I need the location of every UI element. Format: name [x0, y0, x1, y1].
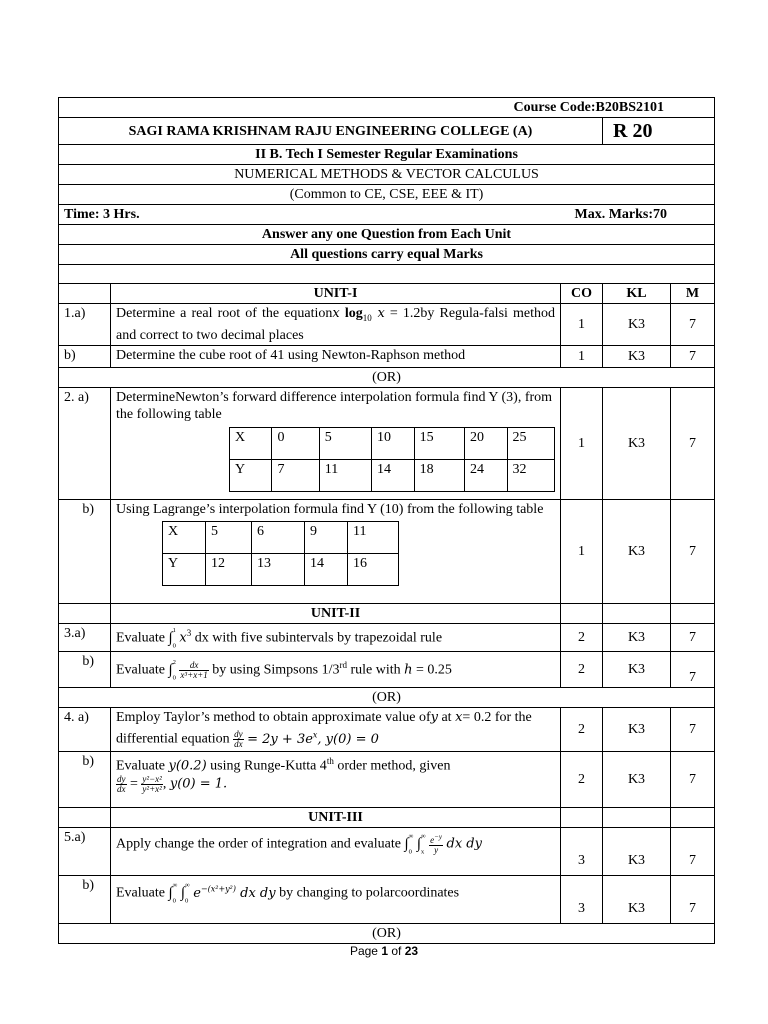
blank-cell	[59, 603, 111, 623]
instruction-two: All questions carry equal Marks	[59, 245, 715, 265]
subject-title: NUMERICAL METHODS & VECTOR CALCULUS	[59, 165, 715, 185]
marks-value: 7	[671, 623, 715, 652]
col-m: M	[671, 284, 715, 304]
unit-two-heading: UNIT-II	[111, 603, 561, 623]
question-text: Determine a real root of the equationx $\log_{10} x = 1.2by$ Regula-falsi method and correct to two decimal places	[111, 304, 561, 346]
question-table	[58, 97, 715, 944]
table-x-label: X	[163, 521, 206, 553]
marks-value: 7	[671, 652, 715, 688]
question-number: 3.a)	[59, 623, 111, 652]
question-text: Employ Taylor’s method to obtain approximate value ofy at x= 0.2 for the differential equation $\frac{dy}{dx}$ = $2y + 3e^x$, y(0) = 0	[111, 708, 561, 752]
question-text: Evaluate ∫∞ $_0$ ∫∞ $_0$ $e^{-(x^2+y^2)}$ dx dy by changing to polarcoordinates	[111, 876, 561, 924]
table-cell: 5	[319, 427, 371, 459]
table-cell: 15	[414, 427, 464, 459]
blank-cell	[561, 808, 603, 828]
question-number: 2. a)	[59, 387, 111, 499]
time-marks-row	[59, 205, 715, 225]
question-row	[59, 623, 715, 652]
blank-cell	[603, 808, 671, 828]
blank-cell	[671, 808, 715, 828]
blank-row	[59, 265, 715, 284]
co-value: 1	[561, 304, 603, 346]
question-number: b)	[59, 752, 111, 808]
co-value: 2	[561, 623, 603, 652]
data-table-lagrange	[162, 521, 399, 586]
table-cell: 32	[507, 459, 554, 491]
blank-cell	[59, 808, 111, 828]
max-marks: Max. Marks:70	[574, 207, 668, 222]
table-cell: 18	[414, 459, 464, 491]
exam-title: II B. Tech I Semester Regular Examinations	[59, 145, 715, 165]
question-row	[59, 876, 715, 924]
co-value: 2	[561, 752, 603, 808]
question-number: 1.a)	[59, 304, 111, 346]
unit-one-heading: UNIT-I	[111, 284, 561, 304]
question-number: 5.a)	[59, 828, 111, 876]
question-number: 4. a)	[59, 708, 111, 752]
question-row	[59, 752, 715, 808]
kl-value: K3	[603, 623, 671, 652]
common-note: (Common to CE, CSE, EEE & IT)	[59, 185, 715, 205]
question-text: DetermineNewton’s forward difference interpolation formula find Y (3), from the following table X 0 5 10 15 20 25 Y 7 11 14 18 24 32	[111, 387, 561, 499]
question-row	[59, 652, 715, 688]
table-x-label: X	[230, 427, 272, 459]
question-row	[59, 708, 715, 752]
marks-value: 7	[671, 345, 715, 367]
instruction-one: Answer any one Question from Each Unit	[59, 225, 715, 245]
table-cell: 6	[252, 521, 305, 553]
question-text: Evaluate y(0.2) using Runge-Kutta 4th order method, given $\frac{dy}{dx}$ = $\frac{\text{y²−x²}}{\text{y²+x²}}$ , y(0) = 1.	[111, 752, 561, 808]
kl-value: K3	[603, 652, 671, 688]
question-number: b)	[59, 345, 111, 367]
question-row	[59, 828, 715, 876]
question-text: Using Lagrange’s interpolation formula find Y (10) from the following table X 5 6 9 11 Y 12 13 14 16	[111, 499, 561, 603]
co-value: 3	[561, 876, 603, 924]
table-cell: 14	[372, 459, 415, 491]
co-value: 1	[561, 345, 603, 367]
exam-paper	[58, 97, 714, 944]
marks-value: 7	[671, 752, 715, 808]
table-y-label: Y	[163, 553, 206, 585]
marks-value: 7	[671, 708, 715, 752]
co-value: 1	[561, 499, 603, 603]
table-cell: 13	[252, 553, 305, 585]
unit-three-heading: UNIT-III	[111, 808, 561, 828]
table-cell: 11	[319, 459, 371, 491]
table-y-label: Y	[230, 459, 272, 491]
question-text: Evaluate ∫$^2$ $_0$ $\frac{dx}{\text{x³+x+1}}$ by using Simpsons 1/3rd rule with h = 0.25	[111, 652, 561, 688]
kl-value: K3	[603, 387, 671, 499]
kl-value: K3	[603, 876, 671, 924]
table-cell: 12	[206, 553, 252, 585]
data-table-newton	[229, 427, 555, 492]
marks-value: 7	[671, 387, 715, 499]
question-row	[59, 387, 715, 499]
question-number: b)	[59, 652, 111, 688]
question-text: Apply change the order of integration and evaluate ∫∞ $_0$ ∫∞ $_x$ $\frac{e^{-y}}{y}$ dx dy	[111, 828, 561, 876]
kl-value: K3	[603, 345, 671, 367]
question-text: Evaluate ∫$^1$ $_0$ $x^3$ dx with five subintervals by trapezoidal rule	[111, 623, 561, 652]
col-co: CO	[561, 284, 603, 304]
kl-value: K3	[603, 304, 671, 346]
marks-value: 7	[671, 304, 715, 346]
course-code: Course Code:B20BS2101	[59, 98, 715, 118]
blank-cell	[561, 603, 603, 623]
marks-value: 7	[671, 876, 715, 924]
table-cell: 5	[206, 521, 252, 553]
question-text: Determine the cube root of 41 using Newton-Raphson method	[111, 345, 561, 367]
co-value: 3	[561, 828, 603, 876]
table-cell: 25	[507, 427, 554, 459]
question-row	[59, 499, 715, 603]
co-value: 2	[561, 708, 603, 752]
table-cell: 24	[464, 459, 507, 491]
table-cell: 0	[272, 427, 319, 459]
exam-time: Time: 3 Hrs.	[64, 207, 140, 222]
question-row	[59, 304, 715, 346]
table-cell: 7	[272, 459, 319, 491]
table-cell: 10	[372, 427, 415, 459]
table-cell: 14	[305, 553, 348, 585]
or-divider: (OR)	[59, 924, 715, 944]
question-number: b)	[59, 876, 111, 924]
kl-value: K3	[603, 752, 671, 808]
table-cell: 9	[305, 521, 348, 553]
marks-value: 7	[671, 828, 715, 876]
table-cell: 16	[348, 553, 399, 585]
college-name: SAGI RAMA KRISHNAM RAJU ENGINEERING COLLEGE (A)	[59, 118, 603, 145]
blank-cell	[603, 603, 671, 623]
col-kl: KL	[603, 284, 671, 304]
kl-value: K3	[603, 828, 671, 876]
page-footer: Page 1 of 23	[349, 944, 419, 958]
co-value: 2	[561, 652, 603, 688]
marks-value: 7	[671, 499, 715, 603]
blank-cell	[671, 603, 715, 623]
or-divider: (OR)	[59, 367, 715, 387]
table-cell: 20	[464, 427, 507, 459]
question-number: b)	[59, 499, 111, 603]
kl-value: K3	[603, 708, 671, 752]
col-qno	[59, 284, 111, 304]
or-divider: (OR)	[59, 688, 715, 708]
co-value: 1	[561, 387, 603, 499]
table-cell: 11	[348, 521, 399, 553]
kl-value: K3	[603, 499, 671, 603]
regulation-badge: R 20	[603, 118, 715, 145]
question-row	[59, 345, 715, 367]
